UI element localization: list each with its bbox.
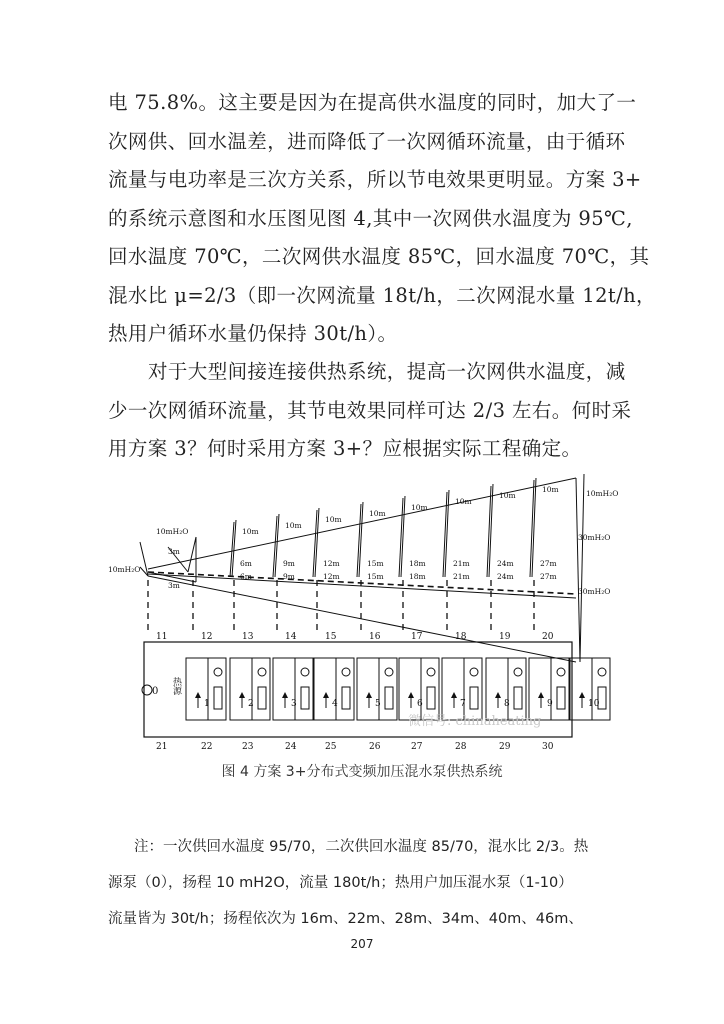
body-line: 混水比 μ=2/3（即一次网流量 18t/h，二次网混水量 12t/h， xyxy=(108,283,656,307)
node-number-bottom: 29 xyxy=(499,742,511,752)
flow-arrow-icon xyxy=(451,692,457,698)
left-source-label: 10mH₂O xyxy=(108,565,141,574)
source-pump-label: 0 xyxy=(152,686,159,697)
radiator-icon xyxy=(301,687,309,709)
top-pressure-label: 10m xyxy=(542,485,559,494)
mix-pump-icon xyxy=(470,668,478,676)
note-paragraph xyxy=(108,829,628,937)
body-line: 次网供、回水温差，进而降低了一次网循环流量，由于循环 xyxy=(108,129,626,153)
pair-label-upper: 15m xyxy=(367,559,384,568)
watermark-text: 微信号: chinaheating xyxy=(408,714,542,729)
flow-arrow-icon xyxy=(195,692,201,698)
body-line: 少一次网循环流量，其节电效果同样可达 2/3 左右。何时采 xyxy=(108,398,632,422)
pressure-needle xyxy=(273,516,277,577)
top-pressure-label: 10m xyxy=(499,491,516,500)
pressure-needle xyxy=(487,486,491,577)
flow-arrow-icon xyxy=(538,692,544,698)
pressure-needle xyxy=(357,504,361,577)
figure-caption: 图 4 方案 3+分布式变频加压混水泵供热系统 xyxy=(221,764,503,780)
flow-arrow-icon xyxy=(408,692,414,698)
mix-pump-icon xyxy=(258,668,266,676)
pump-number: 8 xyxy=(504,699,510,709)
pump-number: 9 xyxy=(547,699,553,709)
node-number-bottom: 27 xyxy=(411,742,423,752)
pair-label-lower: 6m xyxy=(240,572,252,581)
mix-pump-icon xyxy=(427,668,435,676)
body-line: 用方案 3？何时采用方案 3+？应根据实际工程确定。 xyxy=(108,437,582,460)
pump-number: 4 xyxy=(332,699,338,709)
user-loop-box xyxy=(273,658,313,720)
node-number-bottom: 25 xyxy=(325,742,337,752)
radiator-icon xyxy=(427,687,435,709)
body-line: 热用户循环水量仍保持 30t/h）。 xyxy=(108,322,398,345)
top-pressure-label: 10m xyxy=(242,527,259,536)
radiator-icon xyxy=(557,687,565,709)
flow-arrow-icon xyxy=(495,692,501,698)
node-number-top: 19 xyxy=(499,632,511,642)
user-loop-box xyxy=(570,658,610,720)
radiator-icon xyxy=(514,687,522,709)
pressure-needle xyxy=(230,522,234,577)
right-label-mid: 30mH₂O xyxy=(578,533,611,542)
node-number-top: 16 xyxy=(369,632,381,642)
body-line: 对于大型间接连接供热系统，提高一次网供水温度，减 xyxy=(148,360,626,383)
user-loop-box xyxy=(186,658,226,720)
pressure-needle xyxy=(443,492,447,577)
left-label-top: 10mH₂O xyxy=(156,527,189,536)
pressure-needle xyxy=(313,510,317,577)
pressure-needle xyxy=(445,490,449,577)
pump-number: 1 xyxy=(204,699,210,709)
radiator-icon xyxy=(258,687,266,709)
mix-pump-icon xyxy=(514,668,522,676)
node-number-top: 13 xyxy=(242,632,254,642)
mix-pump-icon xyxy=(385,668,393,676)
pair-label-upper: 24m xyxy=(497,559,514,568)
left-label-low: 3m xyxy=(168,581,180,590)
user-loop-box xyxy=(529,658,569,720)
mix-pump-icon xyxy=(214,668,222,676)
flow-arrow-icon xyxy=(323,692,329,698)
pair-label-upper: 12m xyxy=(323,559,340,568)
pump-number: 6 xyxy=(417,699,423,709)
top-pressure-label: 10m xyxy=(285,521,302,530)
node-number-bottom: 22 xyxy=(201,742,213,752)
pump-number: 2 xyxy=(248,699,254,709)
top-pressure-label: 10m xyxy=(455,497,472,506)
pair-label-lower: 21m xyxy=(453,572,470,581)
pump-number: 7 xyxy=(460,699,466,709)
node-number-top: 11 xyxy=(156,632,168,642)
source-vertical-label: 热源 xyxy=(171,677,181,695)
body-line: 回水温度 70℃，二次网供水温度 85℃，回水温度 70℃，其 xyxy=(108,245,650,268)
flow-arrow-icon xyxy=(366,692,372,698)
pair-label-lower: 15m xyxy=(367,572,384,581)
radiator-icon xyxy=(214,687,222,709)
user-loop-box xyxy=(230,658,270,720)
pump-number: 3 xyxy=(291,699,297,709)
node-number-top: 17 xyxy=(411,632,423,642)
pressure-needle xyxy=(532,478,536,577)
radiator-icon xyxy=(470,687,478,709)
pair-label-lower: 12m xyxy=(323,572,340,581)
top-pressure-label: 10m xyxy=(325,515,342,524)
flow-arrow-icon xyxy=(239,692,245,698)
note-line: 注：一次供回水温度 95/70，二次供回水温度 85/70，混水比 2/3。热 xyxy=(134,839,589,855)
user-loop-box xyxy=(314,658,354,720)
node-number-top: 14 xyxy=(285,632,297,642)
pump-number: 5 xyxy=(375,699,381,709)
flow-arrow-icon xyxy=(282,692,288,698)
pair-label-lower: 27m xyxy=(540,572,557,581)
page-number: 207 xyxy=(350,937,374,951)
user-loop-box xyxy=(442,658,482,720)
body-paragraph-1 xyxy=(108,84,656,354)
pair-label-upper: 18m xyxy=(409,559,426,568)
pressure-needle xyxy=(530,480,534,577)
node-number-bottom: 23 xyxy=(242,742,254,752)
radiator-icon xyxy=(385,687,393,709)
right-label-low: 30mH₂O xyxy=(578,587,611,596)
pair-label-upper: 6m xyxy=(240,559,252,568)
pair-label-lower: 24m xyxy=(497,572,514,581)
body-line: 电 75.8%。这主要是因为在提高供水温度的同时，加大了一 xyxy=(108,91,637,114)
right-label-top: 10mH₂O xyxy=(586,489,618,498)
mix-pump-icon xyxy=(301,668,309,676)
node-number-top: 12 xyxy=(201,632,213,642)
note-line: 流量皆为 30t/h；扬程依次为 16m、22m、28m、34m、40m、46m、 xyxy=(108,911,583,927)
body-line: 的系统示意图和水压图见图 4,其中一次网供水温度为 95℃, xyxy=(108,206,633,230)
user-loop-box xyxy=(357,658,397,720)
user-loop-box xyxy=(399,658,439,720)
node-number-bottom: 24 xyxy=(285,742,297,752)
pressure-needle xyxy=(399,498,403,577)
body-line: 流量与电功率是三次方关系，所以节电效果更明显。方案 3+ xyxy=(108,168,642,191)
pair-label-upper: 9m xyxy=(283,559,295,568)
node-number-bottom: 26 xyxy=(369,742,381,752)
mix-pump-icon xyxy=(557,668,565,676)
body-paragraph-2 xyxy=(108,353,632,469)
node-number-top: 15 xyxy=(325,632,337,642)
flow-arrow-icon xyxy=(579,692,585,698)
top-pressure-label: 10m xyxy=(411,503,428,512)
node-number-bottom: 30 xyxy=(542,742,554,752)
pair-label-upper: 27m xyxy=(540,559,557,568)
pair-label-lower: 9m xyxy=(283,572,295,581)
pressure-needle xyxy=(401,496,405,577)
mix-pump-icon xyxy=(342,668,350,676)
node-number-bottom: 21 xyxy=(156,742,168,752)
radiator-icon xyxy=(342,687,350,709)
node-number-top: 18 xyxy=(455,632,467,642)
node-number-top: 20 xyxy=(542,632,554,642)
pair-label-lower: 18m xyxy=(409,572,426,581)
system-diagram xyxy=(108,472,618,762)
mix-pump-icon xyxy=(598,668,606,676)
pair-label-upper: 21m xyxy=(453,559,470,568)
user-loop-box xyxy=(486,658,526,720)
left-label-mid: 3m xyxy=(168,547,180,556)
note-line: 源泵（0），扬程 10 mH2O，流量 180t/h；热用户加压混水泵（1-10） xyxy=(108,875,573,891)
node-number-bottom: 28 xyxy=(455,742,467,752)
pressure-needle xyxy=(489,484,493,577)
pressure-needle xyxy=(359,502,363,577)
top-pressure-label: 10m xyxy=(369,509,386,518)
pump-number: 10 xyxy=(588,699,600,709)
